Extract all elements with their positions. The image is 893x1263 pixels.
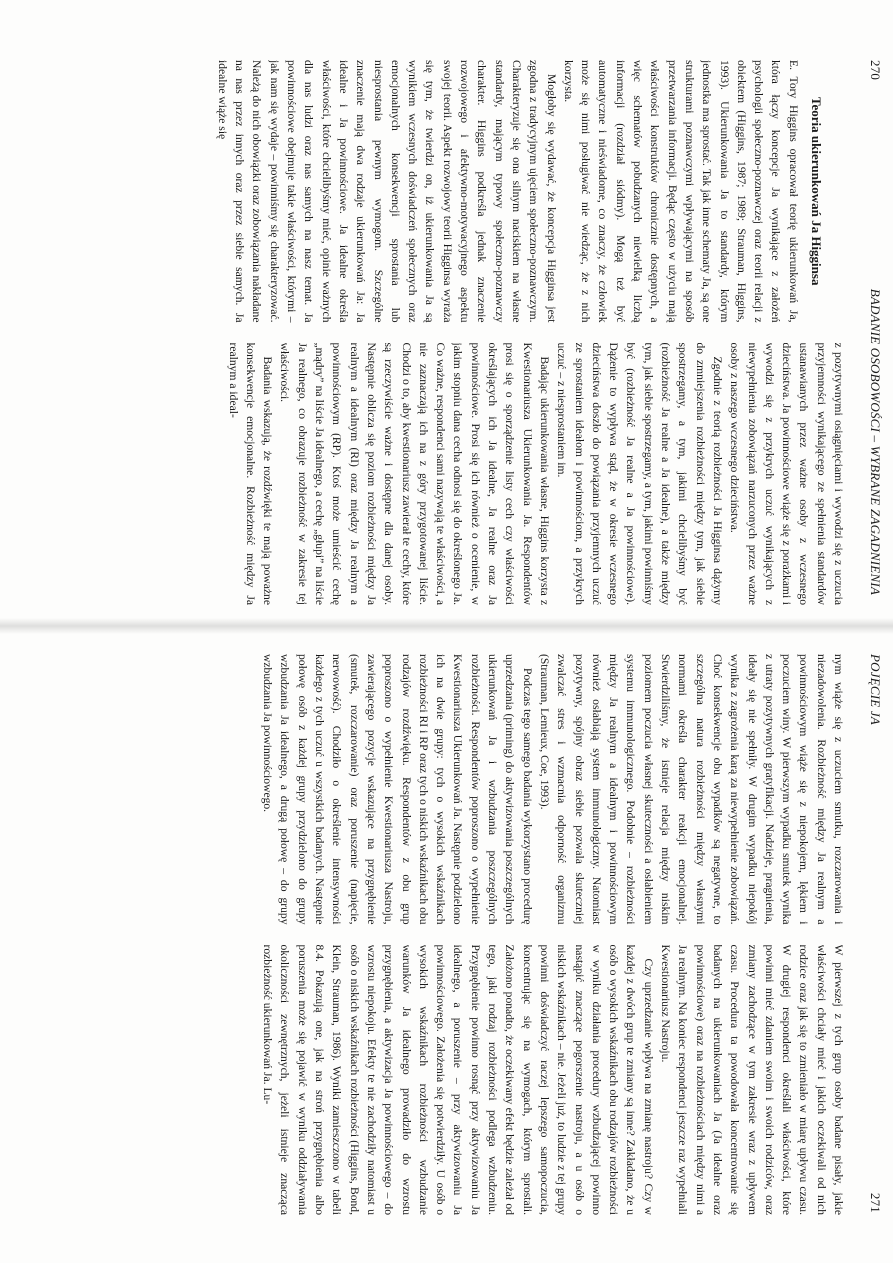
right-running-title: POJĘCIE JA (868, 654, 883, 725)
left-column-2 (16, 343, 847, 606)
paragraph: Podczas tego samego badania wykorzystano procedurę uprzedzania (priming) do aktywizowania poszczególnych ukierunkowań Ja i wzbudzania poszczególnych rozbieżności. Respondentów poproszono o wypełnienie Kwestionariusza Ukierunkowań Ja. Następnie podzielono ich na dwie grupy: tych o wysokich wskaźnikach rozbieżności RI i RP oraz tych o niskich wskaźnikach obu rodzajów rozdźwięku. Respondentów z obu grup poproszono o wypełnienie Kwestionariusza Nastroju, zawierającego pozycje wskazujące na przygnębienie (smutek, rozczarowanie) oraz poruszenie (napięcie, nerwowość). Chodziło o określenie intensywności każdego z tych uczuć u wszystkich badanych. Następnie połowę osób z każdej grupy przydzielono do grupy wzbudzania Ja idealnego, a drugą połowę – do grupy wzbudzania Ja powinnościowego. (261, 654, 534, 925)
right-columns (16, 654, 847, 1215)
paragraph: Badania wskazują, że rozdźwięki te mają poważne konsekwencje emocjonalne. Rozbieżność między Ja realnym a ideal- (226, 342, 275, 605)
left-column-1 (16, 60, 847, 323)
paragraph: Zgodnie z teorią rozbieżności Ja Higginsa dążymy do zmniejszenia rozbieżności między tym, jak siebie spostrzegamy, a tym, jakimi chcielibyśmy być (rozbieżność Ja realne a Ja idealne), a także między tym, jak siebie spostrzegamy, a tym, jakimi powinniśmy być (rozbieżność Ja realne a Ja powinnościowe). Dążenie to wypływa stąd, że w okresie wczesnego dzieciństwa doszło do powiązania przyjemnych uczuć ze sprostaniem ideałom i powinnościom, a przykrych uczuć – z niesprostaniem im. (555, 342, 724, 605)
right-page-number: 271 (868, 1192, 883, 1213)
left-page-number: 270 (868, 60, 883, 81)
paragraph: z pozytywnymi osiągnięciami i wywodzi się z uczucia przyjemności wynikającego ze spełnienia standardów ustanawianych przez ważne osoby z wczesnego dzieciństwa. Ja powinnościowe wiąże się z porażkami i wywodzi się z przykrych uczuć wynikających z niewypełnienia zobowiązań narzuconych przez ważne osoby z naszego wczesnego dzieciństwa. (728, 342, 845, 605)
left-page (0, 0, 893, 625)
paragraph: E. Tory Higgins opracował teorię ukierunkowań Ja, która łączy koncepcje Ja wynikające z założeń psychologii społeczno-poznawczej oraz teorii relacji z obiektem (Higgins, 1987; 1989; Strauman, Higgins, 1993). Ukierunkowania Ja to standardy, którym jednostka ma sprostać. Tak jak inne schematy Ja, są one strukturami poznawczymi wpływającymi na sposób przetwarzania informacji. Będąc często w użyciu mają właściwości konstruktów chronicznie dostępnych, a więc schematów pobudzanych niewielką liczbą informacji (rozdział siódmy). Mogą też być automatyczne i nieświadome, co znaczy, że człowiek może się nimi posługiwać nie wiedząc, że z nich korzysta. (561, 60, 800, 323)
left-running-header (867, 60, 883, 595)
right-column-2 (16, 945, 847, 1216)
right-running-header (867, 654, 883, 1213)
right-column-1 (16, 654, 847, 925)
paragraph: Mogłoby się wydawać, że koncepcja Higginsa jest zgodna z tradycyjnym ujęciem społeczno-poznawczym. Charakteryzuje się ona silnym naciskiem na własne standardy, mającym typowy społeczno-poznawczy charakter. Higgins podkreśla jednak znaczenie rozwojowego i afektywno-motywacyjnego aspektu swojej teorii. Aspekt rozwojowy teorii Higginsa wyraża się tym, że twierdzi on, iż ukierunkowania Ja są wynikiem wczesnych doświadczeń społecznych oraz emocjonalnych konsekwencji sprostania lub niesprostania pewnym wymogom. Szczególne znaczenie mają dwa rodzaje ukierunkowań Ja: Ja idealne i Ja powinnościowe. Ja idealne określa właściwości, które chcielibyśmy mieć, opinie ważnych dla nas ludzi oraz nas samych na nasz temat. Ja powinnościowe obejmuje takie właściwości, którymi – jak nam się wydaje – powinniśmy się charakteryzować. Należą do nich obowiązki oraz zobowiązania nakładane na nas przez innych oraz przez siebie samych. Ja idealne wiąże się (215, 60, 558, 323)
paragraph: nym wiąże się z uczuciem smutku, rozczarowania i niezadowolenia. Rozbieżność między Ja realnym a powinnościowym wiąże się z niepokojem, lękiem i poczuciem winy. W pierwszym wypadku smutek wynika z utraty pozytywnych gratyfikacji. Nadzieje, pragnienia, ideały się nie spełniły. W drugim wypadku niepokój wynika z zagrożenia karą za niewypełnienie zobowiązań. Choć konsekwencje obu wypadków są negatywne, to szczególna natura rozbieżności między własnymi normami określa charakter reakcji emocjonalnej. Stwierdziliśmy, że istnieje relacja między niskim poziomem poczucia własnej skuteczności a osłabieniem systemu immunologicznego. Podobnie – rozbieżności między Ja realnym a idealnym i powinnościowym również osłabiają system immunologiczny. Natomiast pozytywny, spójny obraz siebie pozwala skuteczniej zwalczać stres i wzmacnia odporność organizmu (Strauman, Lemieux, Coe, 1993). (537, 654, 845, 925)
left-running-title: BADANIE OSOBOWOŚCI – WYBRANE ZAGADNIENIA (868, 288, 883, 595)
paragraph: Czy uprzedzanie wpływa na zmianę nastroju? Czy w każdej z dwóch grup te zmiany są inne? Zakładano, że u osób o wysokich wskaźnikach obu rodzajów rozbieżności w wyniku działania procedury wzbudzającej powinno nastąpić znaczące pogorszenie nastroju, a u osób o niskich wskaźnikach – nie. Jeżeli już, to ludzie z tej grupy powinni doświadczyć raczej lepszego samopoczucia, koncentrując się na wymogach, którym sprostali. Założono ponadto, że oczekiwany efekt będzie zależał od tego, jaki rodzaj rozbieżności podlega wzbudzeniu. Przygnębienie powinno rosnąć przy aktywizowaniu Ja idealnego, a poruszenie – przy aktywizowaniu Ja powinnościowego. Założenia się potwierdziły. U osób o wysokich wskaźnikach rozbieżności wzbudzanie warunków Ja idealnego prowadziło do wzrostu przygnębienia, a aktywizacja Ja powinnościowego – do wzrostu niepokoju. Efekty te nie zachodziły natomiast u osób o niskich wskaźnikach rozbieżności (Higgins, Bond, Klein, Strauman, 1986). Wyniki zamieszczono w tabeli 8.4. Pokazują one, jak na stroń przygnębienia albo poruszenia może się pojawić w wyniku oddziaływania okoliczności zewnętrznych, jeżeli istnieje znacząca rozbieżność ukierunkowań Ja. Lu- (261, 944, 655, 1215)
left-columns (16, 60, 847, 605)
paragraph: W pierwszej z tych grup osoby badane pisały, jakie właściwości chciały mieć i jakich oczekiwali od nich rodzice oraz jak się to zmieniało w miarę upływu czasu. W drugiej respondenci określali właściwości, które powinni mieć zdaniem swoim i swoich rodziców, oraz zmiany zachodzące w tym zakresie wraz z upływem czasu. Procedura ta powodowała koncentrowanie się badanych na ukierunkowaniach Ja (Ja idealne oraz powinnościowe) oraz na rozbieżnościach między nimi a Ja realnym. Na koniec respondenci jeszcze raz wypełniali Kwestionariusz Nastroju. (659, 944, 845, 1215)
right-page (0, 630, 893, 1263)
section-heading: Teoria ukierunkowań Ja Higginsa (809, 97, 824, 286)
paragraph: Badając ukierunkowania własne, Higgins korzysta z Kwestionariusza Ukierunkowania Ja. Respondentów prosi się o sporządzenie listy cech czy właściwości określających ich Ja idealne, Ja realne oraz Ja powinnościowe. Prosi się ich również o ocenienie, w jakim stopniu dana cecha odnosi się do określonego Ja. Co ważne, respondenci sami nazywają te właściwości, a nie zaznaczają ich na z góry przygotowanej liście. Chodzi o to, aby kwestionariusz zawierał te cechy, które są rzeczywiście ważne i dostępne dla danej osoby. Następnie oblicza się poziom rozbieżności między Ja realnym a idealnym (RI) oraz między Ja realnym a powinnościowym (RP). Ktoś może umieścić cechę „mądry” na liście Ja idealnego, a cechę „głupi” na liście Ja realnego, co obrazuje rozbieżność w zakresie tej właściwości. (278, 342, 551, 605)
